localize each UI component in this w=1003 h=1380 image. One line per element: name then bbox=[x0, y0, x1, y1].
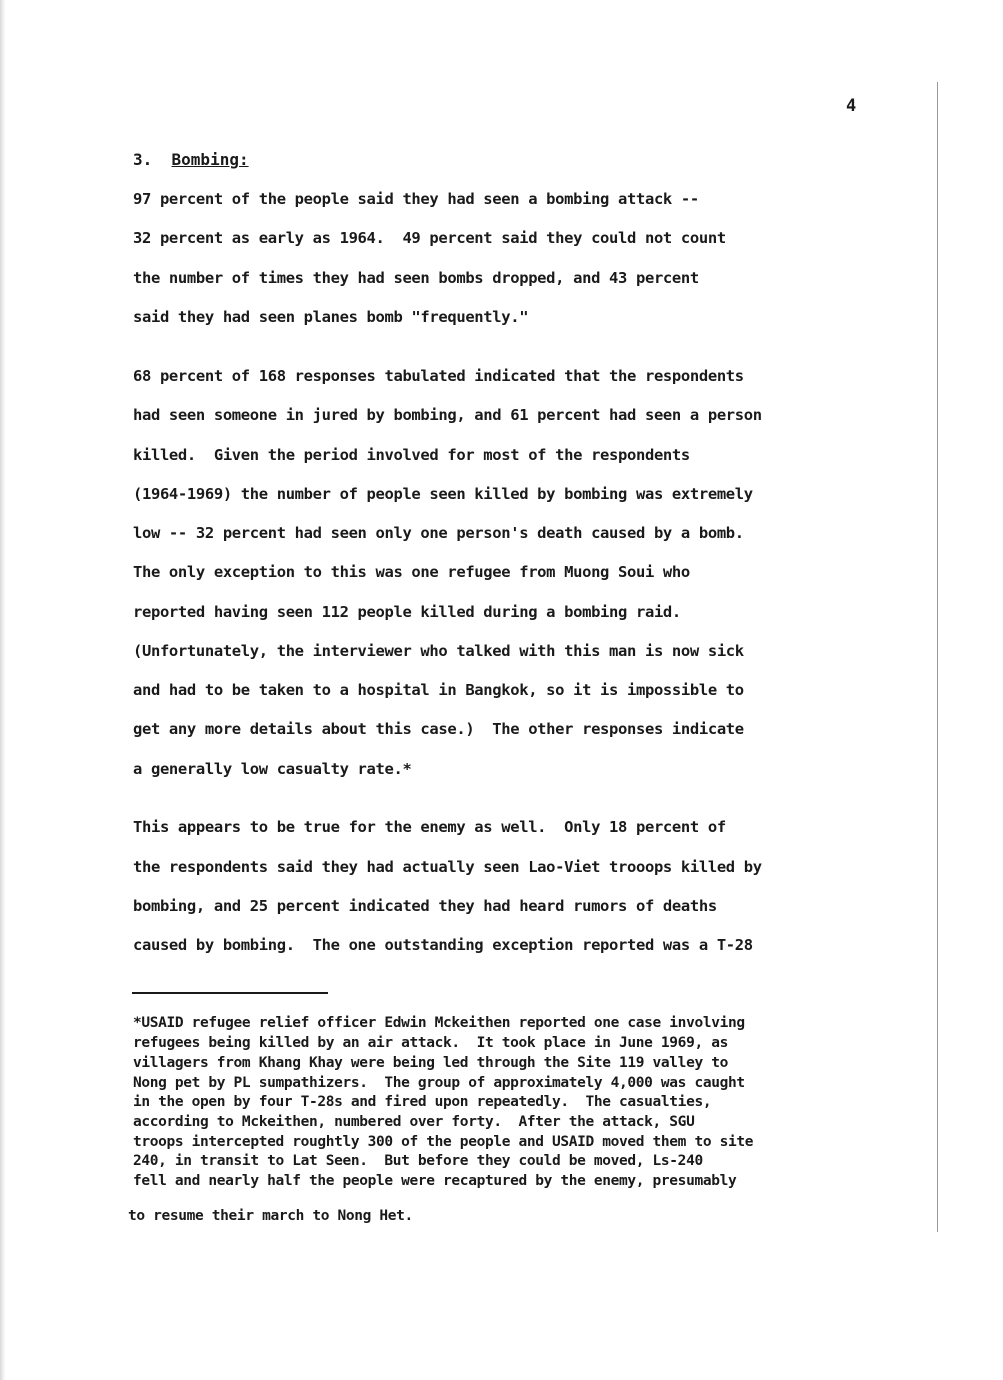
paragraph-2-line-6: The only exception to this was one refugee from Muong Soui who bbox=[133, 563, 690, 581]
paragraph-2-line-3: killed. Given the period involved for most of the respondents bbox=[133, 446, 690, 464]
footnote-line-7: troops intercepted roughtly 300 of the people and USAID moved them to site bbox=[133, 1134, 754, 1150]
footnote-line-10: to resume their march to Nong Het. bbox=[128, 1208, 413, 1224]
paragraph-1-line-3: the number of times they had seen bombs dropped, and 43 percent bbox=[133, 269, 699, 287]
section-title: Bombing: bbox=[171, 150, 249, 169]
page-number: 4 bbox=[846, 96, 857, 116]
paragraph-3-line-1: This appears to be true for the enemy as well. Only 18 percent of bbox=[133, 818, 726, 836]
paragraph-3-line-3: bombing, and 25 percent indicated they had heard rumors of deaths bbox=[133, 897, 717, 915]
paragraph-2-line-8: (Unfortunately, the interviewer who talked with this man is now sick bbox=[133, 642, 744, 660]
paragraph-2-line-1: 68 percent of 168 responses tabulated indicated that the respondents bbox=[133, 367, 744, 385]
scan-left-edge bbox=[0, 0, 6, 1380]
section-heading bbox=[133, 150, 249, 169]
paragraph-2-line-2: had seen someone in jured by bombing, and 61 percent had seen a person bbox=[133, 406, 762, 424]
section-number: 3. bbox=[133, 150, 153, 169]
footnote-line-9: fell and nearly half the people were recaptured by the enemy, presumably bbox=[133, 1173, 737, 1189]
paragraph-2-line-10: get any more details about this case.) The other responses indicate bbox=[133, 720, 744, 738]
paragraph-1-line-1: 97 percent of the people said they had seen a bombing attack -- bbox=[133, 190, 699, 208]
footnote-line-3: villagers from Khang Khay were being led through the Site 119 valley to bbox=[133, 1055, 728, 1071]
paragraph-2-line-5: low -- 32 percent had seen only one person's death caused by a bomb. bbox=[133, 524, 744, 542]
paragraph-2-line-7: reported having seen 112 people killed during a bombing raid. bbox=[133, 603, 681, 621]
footnote-line-4: Nong pet by PL sumpathizers. The group of approximately 4,000 was caught bbox=[133, 1075, 745, 1091]
paragraph-2-line-9: and had to be taken to a hospital in Bangkok, so it is impossible to bbox=[133, 681, 744, 699]
footnote-line-6: according to Mckeithen, numbered over forty. After the attack, SGU bbox=[133, 1114, 695, 1130]
paragraph-1-line-2: 32 percent as early as 1964. 49 percent said they could not count bbox=[133, 229, 726, 247]
paragraph-3-line-2: the respondents said they had actually seen Lao-Viet trooops killed by bbox=[133, 858, 762, 876]
paragraph-1-line-4: said they had seen planes bomb "frequently." bbox=[133, 308, 529, 326]
paragraph-3-line-4: caused by bombing. The one outstanding exception reported was a T-28 bbox=[133, 936, 753, 954]
footnote-line-2: refugees being killed by an air attack. It took place in June 1969, as bbox=[133, 1035, 728, 1051]
paragraph-2-line-4: (1964-1969) the number of people seen killed by bombing was extremely bbox=[133, 485, 753, 503]
right-margin-rule bbox=[937, 82, 938, 1232]
footnote-separator bbox=[132, 992, 328, 994]
paragraph-2-line-11: a generally low casualty rate.* bbox=[133, 760, 412, 778]
footnote-line-1: *USAID refugee relief officer Edwin Mckeithen reported one case involving bbox=[133, 1015, 745, 1031]
footnote-line-8: 240, in transit to Lat Seen. But before they could be moved, Ls-240 bbox=[133, 1153, 703, 1169]
footnote-line-5: in the open by four T-28s and fired upon repeatedly. The casualties, bbox=[133, 1094, 712, 1110]
